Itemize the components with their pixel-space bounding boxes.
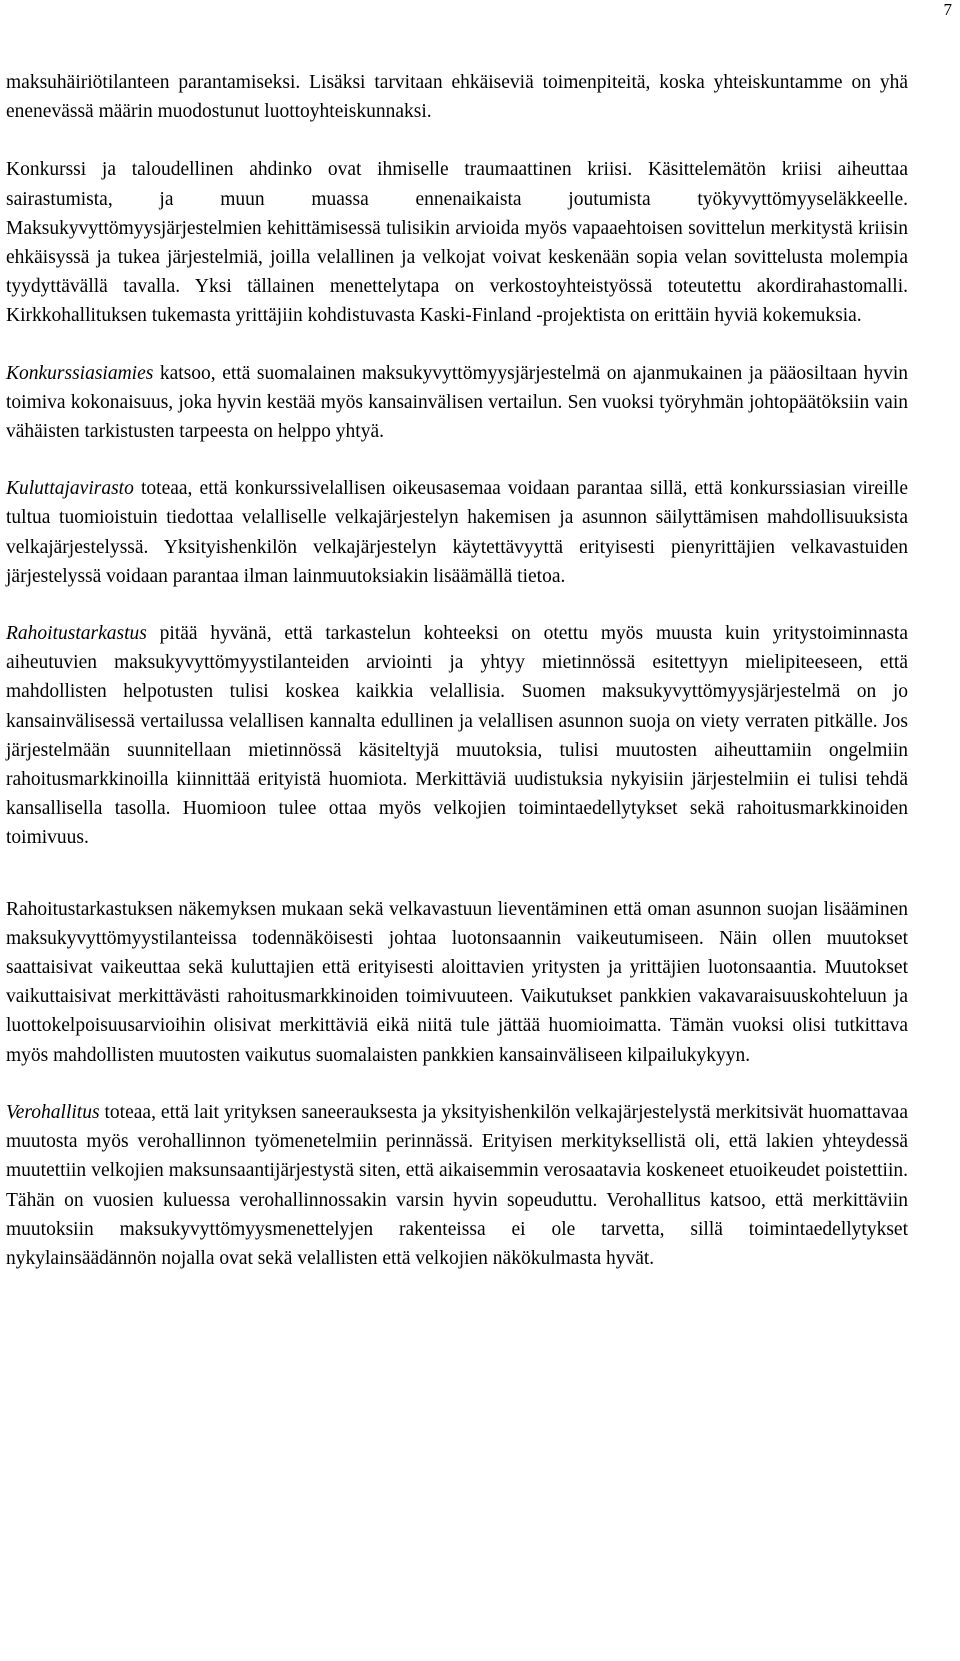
paragraph-4 [6,474,908,591]
paragraph-text: Konkurssi ja taloudellinen ahdinko ovat ihmiselle traumaattinen kriisi. Käsittelemätön kriisi aiheuttaa sairastumista, ja muun muassa ennenaikaista joutumista työkyvyttömyyseläkkeelle. Maksukyvyttömyysjärjestelmien kehittämisessä tulisikin arvioida myös vapaaehtoisen sovittelun merkitystä kriisin ehkäisyssä ja tukea järjestelmiä, joilla velallinen ja velkojat voivat keskenään sopia velan sovittelusta molempia tyydyttävällä tavalla. Yksi tällainen menettelytapa on verkostoyhteistyössä toteutettu akordirahastomalli. Kirkkohallituksen tukemasta yrittäjiin kohdistuvasta Kaski-Finland -projektista on erittäin hyviä kokemuksia. [6,159,908,327]
paragraph-2 [6,155,908,330]
paragraph-text: maksuhäiriötilanteen parantamiseksi. Lisäksi tarvitaan ehkäiseviä toimenpiteitä, koska yhteiskuntamme on yhä enenevässä määrin muodostunut luottoyhteiskunnaksi. [6,72,908,123]
paragraph-text: toteaa, että lait yrityksen saneerauksesta ja yksityishenkilön velkajärjestelystä merkitsivät huomattavaa muutosta myös verohallinnon työmenetelmiin perinnässä. Erityisen merkityksellistä oli, että lakien yhteydessä muutettiin velkojien maksunsaantijärjestystä siten, että aikaisemmin verosaatavia koskeneet etuoikeudet poistettiin. Tähän on vuosien kuluessa verohallinnossakin varsin hyvin sopeuduttu. Verohallitus katsoo, että merkittäviin muutoksiin maksukyvyttömyysmenettelyjen rakenteissa ei ole tarvetta, sillä toimintaedellytykset nykylainsäädännön nojalla ovat sekä velallisten että velkojien näkökulmasta hyvät. [6,1101,908,1269]
paragraph-5 [6,619,908,853]
paragraph-text: Rahoitustarkastuksen näkemyksen mukaan sekä velkavastuun lieventäminen että oman asunnon suojan lisääminen maksukyvyttömyystilanteissa todennäköisesti johtaa luotonsaannin vaikeutumiseen. Näin ollen muutokset saattaisivat vaikeuttaa sekä kuluttajien että erityisesti aloittavien yritysten ja yrittäjien luotonsaantia. Muutokset vaikuttaisivat merkittävästi rahoitusmarkkinoiden toimivuuteen. Vaikutukset pankkien vakavaraisuuskohteluun ja luottokelpoisuusarvioihin olisivat merkittäviä eikä niitä tule jättää huomioimatta. Tämän vuoksi olisi tutkittava myös mahdollisten muutosten vaikutus suomalaisten pankkien kansainväliseen kilpailukykyyn. [6,898,908,1066]
paragraph-lead-kuluttajavirasto: Kuluttajavirasto [6,478,134,500]
paragraph-text: pitää hyvänä, että tarkastelun kohteeksi on otettu myös muusta kuin yritystoiminnasta aiheutuvien maksukyvyttömyystilanteiden arviointi ja yhtyy mietinnössä esitettyyn mielipiteeseen, että mahdollisten helpotusten tulisi koskea kaikkia velallisia. Suomen maksukyvyttömyysjärjestelmä on jo kansainvälisessä vertailussa velallisen kannalta edullinen ja velallisen asunnon suoja on viety verraten pitkälle. Jos järjestelmään suunnitellaan mietinnössä käsiteltyjä muutoksia, tulisi muutosten aiheuttamiin ongelmiin rahoitusmarkkinoilla kiinnittää erityistä huomiota. Merkittäviä uudistuksia nykyisiin järjestelmiin ei tulisi tehdä kansallisella tasolla. Huomioon tulee ottaa myös velkojien toimintaedellytykset sekä rahoitusmarkkinoiden toimivuus. [6,623,908,849]
paragraph-lead-rahoitustarkastus: Rahoitustarkastus [6,623,147,645]
paragraph-lead-konkurssiasiamies: Konkurssiasiamies [6,362,154,384]
paragraph-lead-verohallitus: Verohallitus [6,1101,100,1123]
paragraph-7 [6,1098,908,1273]
paragraph-text: katsoo, että suomalainen maksukyvyttömyysjärjestelmä on ajanmukainen ja pääosiltaan hyvin toimiva kokonaisuus, joka hyvin kestää myös kansainvälisen vertailun. Sen vuoksi työryhmän johtopäätöksiin vain vähäisten tarkistusten tarpeesta on helppo yhtyä. [6,362,908,443]
paragraph-text: toteaa, että konkurssivelallisen oikeusasemaa voidaan parantaa sillä, että konkurssiasian vireille tultua tuomioistuin tiedottaa velalliselle velkajärjestelyn hakemisen ja asunnon säilyttämisen mahdollisuuksista velkajärjestelyssä. Yksityishenkilön velkajärjestelyn käytettävyyttä erityisesti pienyrittäjien velkavastuiden järjestelyssä voidaan parantaa ilman lainmuutoksiakin lisäämällä tietoa. [6,478,908,587]
paragraph-3 [6,359,908,447]
paragraph-1 [6,68,908,126]
page-number: 7 [943,0,952,19]
document-body [6,68,908,1301]
paragraph-6 [6,895,908,1070]
